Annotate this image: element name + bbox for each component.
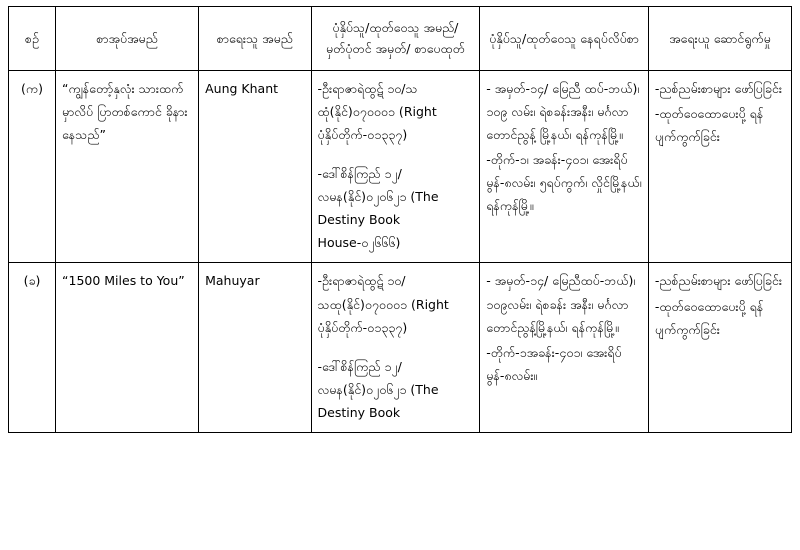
column-header-action-taken: အရေးယူ ဆောင်ရွက်မှု (648, 7, 791, 71)
address-entry: - အမှတ်-၁၄/ မြေညီ ထပ်-ဘယ်)၊ ၁၀၉ လမ်း၊ ရဲစခန်းအနီး၊ မင်္ဂလာတောင်ညွန့် မြို့နယ်၊ ရန်ကုန်မြို့။ (486, 80, 640, 142)
cell-author: Mahuyar (199, 263, 311, 433)
publisher-entry: -ဒေါ်စိန်ကြည် ၁၂/လမန(နိုင်)၀၂၀၆၂၁ (The Destiny Book House-၀၂၆၆၆) (317, 165, 439, 251)
cell-action-taken (648, 70, 791, 263)
spacer (318, 146, 474, 162)
cell-row-number: (က) (9, 70, 56, 263)
cell-author: Aung Khant (199, 70, 311, 263)
publisher-entry: -ဦးရာဇာရဲထွဋ် ၁၀/သထုံ(နိုင်)၀၇၀၀၀၁ (Right ပုံနှိပ်တိုက်-၀၁၃၃၇) (317, 80, 437, 142)
column-header-book-title: စာအုပ်အမည် (56, 7, 199, 71)
table-body (9, 70, 792, 433)
address-entry: -တိုက်-၁၊ အခန်း-၄၀၁၊ အေးရိပ်မွန်-၈လမ်း၊ ၅ရပ်ကွက်၊ လှိုင်မြို့နယ်၊ ရန်ကုန်မြို့။ (486, 151, 642, 214)
table-row (9, 70, 792, 263)
cell-book-title: “1500 Miles to You” (56, 263, 199, 433)
address-entry: -တိုက်-၁အခန်း-၄၀၁၊ အေးရိပ်မွန်-၈လမ်း။ (486, 344, 622, 383)
cell-action-taken (648, 263, 791, 433)
publisher-entry: -ဦးရာဇာရဲထွဋ် ၁၀/သထု(နိုင်)၀၇၀၀၀၁ (Right ပုံနှိပ်တိုက်-၀၁၃၃၇) (317, 273, 449, 335)
table-row (9, 263, 792, 433)
publisher-entry: -ဒေါ်စိန်ကြည် ၁၂/လမန(နိုင်)၀၂၀၆၂၁ (The Destiny Book (317, 358, 439, 420)
action-entry: -ညစ်ညမ်းစာများ ဖော်ပြခြင်း (654, 273, 782, 289)
cell-publisher-address (480, 263, 649, 433)
column-header-publisher-address: ပုံနှိပ်သူ/ထုတ်ဝေသူ နေရပ်လိပ်စာ (480, 7, 649, 71)
cell-book-title: “ကျွန်တော့်နှလုံး သားထက်မှာလိပ် ပြာတစ်ကောင် ခိုနားနေသည်” (56, 70, 199, 263)
table-header (9, 7, 792, 71)
cell-publisher (311, 70, 480, 263)
cell-publisher-address (480, 70, 649, 263)
cell-publisher (311, 263, 480, 433)
action-entry: -ညစ်ညမ်းစာများ ဖော်ပြခြင်း (654, 80, 782, 96)
column-header-author: စာရေးသူ အမည် (199, 7, 311, 71)
publication-table (8, 6, 792, 433)
column-header-publisher: ပုံနှိပ်သူ/ထုတ်ဝေသူ အမည်/မှတ်ပုံတင် အမှတ်/ စာပေထုတ် (311, 7, 480, 71)
column-header-no: စဉ် (9, 7, 56, 71)
table-header-row (9, 7, 792, 71)
action-entry: -ထုတ်ဝေထောပေးပို့ ရန်ပျက်ကွက်ခြင်း (654, 298, 764, 337)
spacer (318, 339, 474, 355)
action-entry: -ထုတ်ဝေထောပေးပို့ ရန်ပျက်ကွက်ခြင်း (654, 105, 764, 144)
cell-row-number: (ခ) (9, 263, 56, 433)
address-entry: - အမှတ်-၁၄/ မြေညီထပ်-ဘယ်)၊ ၁၀၉လမ်း၊ ရဲစခန်း အနီး၊ မင်္ဂလာ တောင်ညွန့်မြို့နယ်၊ ရန်ကုန်မြို့။ (486, 273, 636, 335)
